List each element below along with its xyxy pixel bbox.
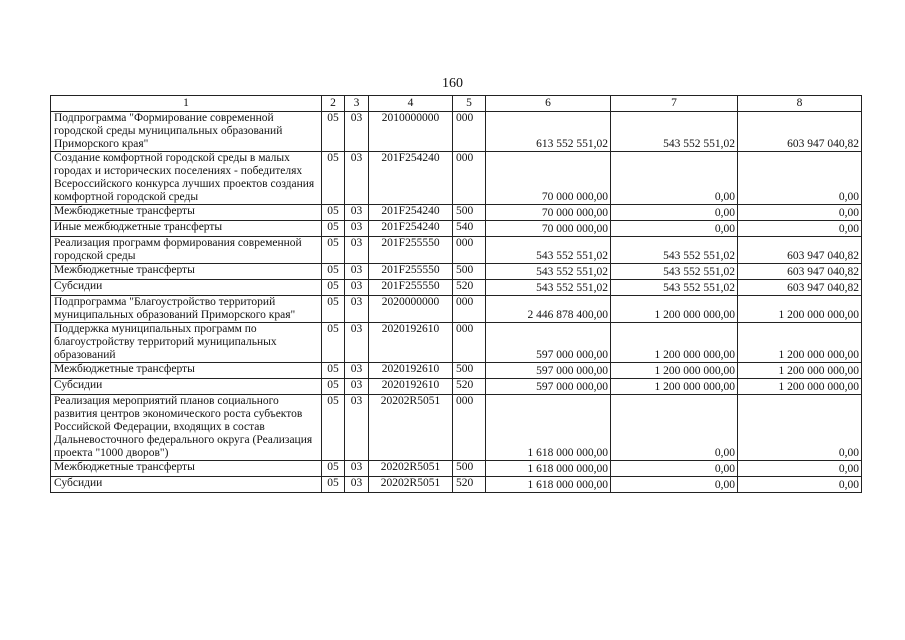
row-amount-col-6: 1 618 000 000,00 [486, 461, 611, 477]
table-row [51, 395, 862, 461]
header-col-6: 6 [486, 96, 611, 112]
row-amount-col-6: 597 000 000,00 [486, 323, 611, 363]
header-col-3: 3 [345, 96, 369, 112]
row-amount-col-6: 1 618 000 000,00 [486, 477, 611, 493]
row-amount-col-8: 603 947 040,82 [738, 112, 862, 152]
header-col-7: 7 [611, 96, 738, 112]
row-subsection-code: 03 [345, 461, 369, 477]
table-row [51, 323, 862, 363]
budget-table [50, 95, 862, 493]
row-amount-col-8: 1 200 000 000,00 [738, 363, 862, 379]
row-amount-col-7: 1 200 000 000,00 [611, 296, 738, 323]
row-target-article: 201F255550 [369, 280, 453, 296]
row-amount-col-6: 543 552 551,02 [486, 237, 611, 264]
row-subsection-code: 03 [345, 237, 369, 264]
row-target-article: 20202R5051 [369, 395, 453, 461]
row-description: Реализация мероприятий планов социального развития центров экономического роста субъектов Российской Федерации, входящих в состав Дальневосточного федерального округа (Реализация проекта "1000 дворов") [51, 395, 322, 461]
row-amount-col-7: 0,00 [611, 205, 738, 221]
row-amount-col-7: 1 200 000 000,00 [611, 379, 738, 395]
row-expense-type: 500 [453, 264, 486, 280]
row-amount-col-6: 70 000 000,00 [486, 205, 611, 221]
row-amount-col-8: 1 200 000 000,00 [738, 379, 862, 395]
row-target-article: 2020000000 [369, 296, 453, 323]
row-description: Поддержка муниципальных программ по благоустройству территорий муниципальных образований [51, 323, 322, 363]
row-amount-col-7: 0,00 [611, 395, 738, 461]
row-description: Субсидии [51, 477, 322, 493]
row-subsection-code: 03 [345, 379, 369, 395]
table-row [51, 280, 862, 296]
row-target-article: 201F254240 [369, 221, 453, 237]
row-amount-col-6: 70 000 000,00 [486, 221, 611, 237]
row-subsection-code: 03 [345, 477, 369, 493]
row-section-code: 05 [322, 296, 345, 323]
page-number: 160 [442, 76, 463, 91]
row-subsection-code: 03 [345, 205, 369, 221]
table-header-row [51, 96, 862, 112]
row-amount-col-8: 603 947 040,82 [738, 280, 862, 296]
row-amount-col-7: 1 200 000 000,00 [611, 323, 738, 363]
row-target-article: 2020192610 [369, 363, 453, 379]
row-target-article: 201F254240 [369, 205, 453, 221]
row-section-code: 05 [322, 221, 345, 237]
row-description: Создание комфортной городской среды в малых городах и исторических поселениях - победителях Всероссийского конкурса лучших проектов создания комфортной городской среды [51, 152, 322, 205]
table-row [51, 205, 862, 221]
row-description: Подпрограмма "Благоустройство территорий муниципальных образований Приморского края" [51, 296, 322, 323]
row-amount-col-8: 0,00 [738, 477, 862, 493]
row-expense-type: 520 [453, 379, 486, 395]
row-description: Межбюджетные трансферты [51, 363, 322, 379]
row-amount-col-8: 0,00 [738, 395, 862, 461]
row-section-code: 05 [322, 395, 345, 461]
row-amount-col-6: 2 446 878 400,00 [486, 296, 611, 323]
row-target-article: 2020192610 [369, 379, 453, 395]
row-section-code: 05 [322, 461, 345, 477]
row-amount-col-7: 543 552 551,02 [611, 112, 738, 152]
row-subsection-code: 03 [345, 264, 369, 280]
row-amount-col-6: 597 000 000,00 [486, 379, 611, 395]
row-expense-type: 000 [453, 323, 486, 363]
row-subsection-code: 03 [345, 112, 369, 152]
row-amount-col-6: 543 552 551,02 [486, 280, 611, 296]
row-expense-type: 500 [453, 205, 486, 221]
row-amount-col-7: 0,00 [611, 461, 738, 477]
row-subsection-code: 03 [345, 363, 369, 379]
row-amount-col-6: 613 552 551,02 [486, 112, 611, 152]
row-amount-col-6: 70 000 000,00 [486, 152, 611, 205]
row-description: Межбюджетные трансферты [51, 461, 322, 477]
row-expense-type: 520 [453, 477, 486, 493]
row-amount-col-7: 543 552 551,02 [611, 280, 738, 296]
row-description: Межбюджетные трансферты [51, 205, 322, 221]
row-target-article: 20202R5051 [369, 461, 453, 477]
row-section-code: 05 [322, 205, 345, 221]
row-subsection-code: 03 [345, 296, 369, 323]
row-amount-col-7: 0,00 [611, 221, 738, 237]
table-row [51, 264, 862, 280]
budget-table-body [51, 96, 862, 493]
row-section-code: 05 [322, 264, 345, 280]
row-description: Реализация программ формирования современной городской среды [51, 237, 322, 264]
row-section-code: 05 [322, 280, 345, 296]
row-amount-col-8: 0,00 [738, 461, 862, 477]
row-expense-type: 500 [453, 461, 486, 477]
row-description: Межбюджетные трансферты [51, 264, 322, 280]
row-amount-col-8: 0,00 [738, 152, 862, 205]
row-subsection-code: 03 [345, 323, 369, 363]
row-description: Субсидии [51, 379, 322, 395]
table-row [51, 112, 862, 152]
row-section-code: 05 [322, 477, 345, 493]
header-col-2: 2 [322, 96, 345, 112]
row-amount-col-8: 0,00 [738, 221, 862, 237]
header-col-5: 5 [453, 96, 486, 112]
table-row [51, 237, 862, 264]
row-expense-type: 000 [453, 237, 486, 264]
row-section-code: 05 [322, 363, 345, 379]
row-subsection-code: 03 [345, 395, 369, 461]
table-row [51, 461, 862, 477]
row-amount-col-7: 543 552 551,02 [611, 237, 738, 264]
row-target-article: 201F255550 [369, 264, 453, 280]
row-target-article: 201F254240 [369, 152, 453, 205]
table-row [51, 152, 862, 205]
row-section-code: 05 [322, 152, 345, 205]
row-expense-type: 000 [453, 296, 486, 323]
table-row [51, 363, 862, 379]
row-amount-col-8: 603 947 040,82 [738, 264, 862, 280]
table-row [51, 477, 862, 493]
row-section-code: 05 [322, 323, 345, 363]
table-row [51, 379, 862, 395]
row-expense-type: 000 [453, 112, 486, 152]
table-row [51, 221, 862, 237]
row-description: Иные межбюджетные трансферты [51, 221, 322, 237]
row-amount-col-8: 1 200 000 000,00 [738, 323, 862, 363]
row-amount-col-6: 543 552 551,02 [486, 264, 611, 280]
row-amount-col-8: 0,00 [738, 205, 862, 221]
header-col-4: 4 [369, 96, 453, 112]
row-amount-col-7: 1 200 000 000,00 [611, 363, 738, 379]
row-target-article: 2010000000 [369, 112, 453, 152]
row-description: Субсидии [51, 280, 322, 296]
row-amount-col-8: 603 947 040,82 [738, 237, 862, 264]
row-amount-col-7: 0,00 [611, 152, 738, 205]
header-col-1: 1 [51, 96, 322, 112]
row-expense-type: 540 [453, 221, 486, 237]
row-expense-type: 000 [453, 395, 486, 461]
row-section-code: 05 [322, 112, 345, 152]
row-amount-col-6: 1 618 000 000,00 [486, 395, 611, 461]
row-expense-type: 520 [453, 280, 486, 296]
row-section-code: 05 [322, 379, 345, 395]
row-amount-col-8: 1 200 000 000,00 [738, 296, 862, 323]
row-expense-type: 000 [453, 152, 486, 205]
row-section-code: 05 [322, 237, 345, 264]
row-target-article: 2020192610 [369, 323, 453, 363]
row-expense-type: 500 [453, 363, 486, 379]
row-amount-col-7: 0,00 [611, 477, 738, 493]
row-subsection-code: 03 [345, 152, 369, 205]
row-target-article: 201F255550 [369, 237, 453, 264]
row-amount-col-7: 543 552 551,02 [611, 264, 738, 280]
row-target-article: 20202R5051 [369, 477, 453, 493]
row-subsection-code: 03 [345, 221, 369, 237]
header-col-8: 8 [738, 96, 862, 112]
row-subsection-code: 03 [345, 280, 369, 296]
table-row [51, 296, 862, 323]
row-description: Подпрограмма "Формирование современной городской среды муниципальных образований Приморского края" [51, 112, 322, 152]
row-amount-col-6: 597 000 000,00 [486, 363, 611, 379]
